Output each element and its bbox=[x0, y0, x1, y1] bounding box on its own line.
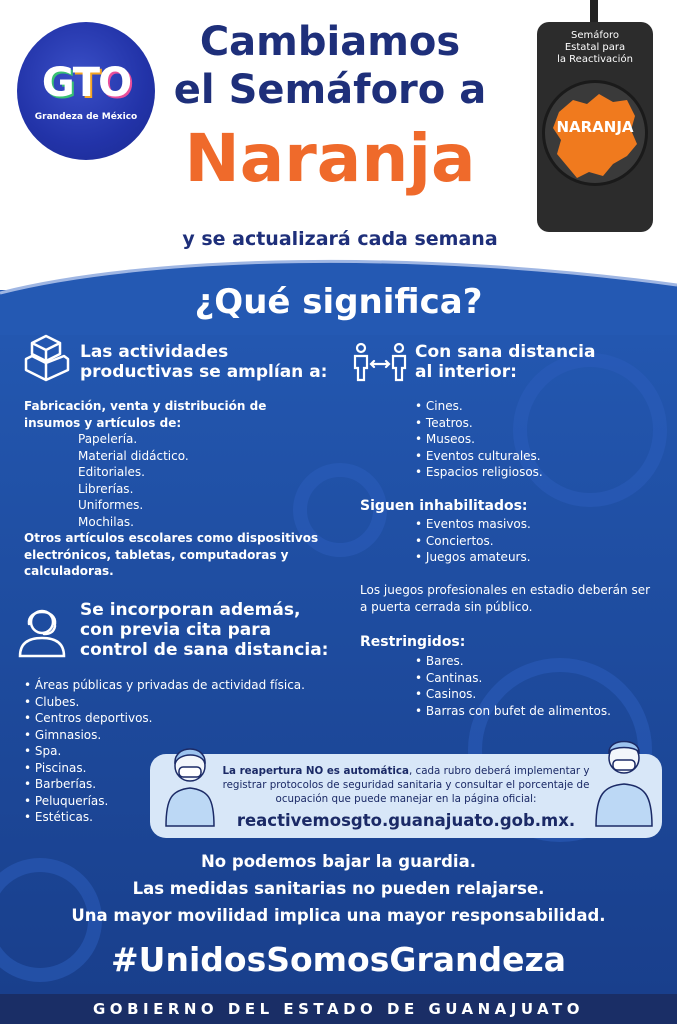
productive-intro: Fabricación, venta y distribución de insumos y artículos de: bbox=[24, 399, 267, 430]
list-item: • Bares. bbox=[415, 653, 665, 670]
disabled-note: Los juegos profesionales en estadio deberán ser a puerta cerrada sin público. bbox=[360, 583, 651, 614]
productive-body bbox=[24, 398, 324, 580]
semaforo-device bbox=[537, 22, 653, 232]
notice-body: , cada rubro deberá implementar y registrar protocolos de seguridad sanitaria y consultar el porcentaje de ocupación que puede manejar en la página oficial: bbox=[222, 765, 590, 805]
list-item: • Eventos masivos. bbox=[415, 516, 655, 533]
list-item: • Estéticas. bbox=[24, 809, 324, 826]
question-heading: ¿Qué significa? bbox=[194, 282, 483, 322]
list-item: • Juegos amateurs. bbox=[415, 549, 655, 566]
closing-line: Una mayor movilidad implica una mayor responsabilidad. bbox=[71, 906, 606, 925]
reopening-notice bbox=[150, 754, 662, 838]
list-item: • Casinos. bbox=[415, 686, 665, 703]
list-item: • Clubes. bbox=[24, 694, 324, 711]
semaforo-caption bbox=[537, 30, 653, 66]
list-item: • Spa. bbox=[24, 743, 324, 760]
title-subtitle: y se actualizará cada semana bbox=[182, 228, 498, 250]
semaforo-caption-line: la Reactivación bbox=[557, 54, 633, 65]
list-item: Mochilas. bbox=[78, 514, 134, 529]
semaforo-wire bbox=[590, 0, 598, 24]
list-item: • Teatros. bbox=[415, 415, 655, 432]
footer-government: GOBIERNO DEL ESTADO DE GUANAJUATO bbox=[0, 994, 677, 1024]
closing-line: No podemos bajar la guardia. bbox=[201, 852, 476, 871]
semaforo-status: NARANJA bbox=[556, 118, 634, 136]
list-item: • Conciertos. bbox=[415, 533, 655, 550]
social-distance-icon bbox=[352, 342, 408, 382]
list-item: • Piscinas. bbox=[24, 760, 324, 777]
list-item: • Cines. bbox=[415, 398, 655, 415]
logo-brand: GTO bbox=[41, 60, 131, 106]
appointment-heading bbox=[80, 600, 340, 660]
heading-line: Con sana distancia bbox=[415, 342, 596, 362]
list-item: • Peluquerías. bbox=[24, 793, 324, 810]
list-item: • Espacios religiosos. bbox=[415, 464, 655, 481]
list-item: • Áreas públicas y privadas de actividad física. bbox=[24, 677, 324, 694]
distance-list bbox=[415, 398, 655, 481]
heading-line: con previa cita para bbox=[80, 620, 272, 640]
list-item: • Barberías. bbox=[24, 776, 324, 793]
list-item: • Gimnasios. bbox=[24, 727, 324, 744]
list-item: • Centros deportivos. bbox=[24, 710, 324, 727]
list-item: • Barras con bufet de alimentos. bbox=[415, 703, 665, 720]
man-masked-icon bbox=[590, 728, 658, 828]
boxes-icon bbox=[20, 332, 72, 384]
disabled-list bbox=[415, 516, 655, 566]
heading-line: Se incorporan además, bbox=[80, 600, 301, 620]
title-line-2: el Semáforo a bbox=[173, 67, 487, 113]
list-item: Papelería. bbox=[78, 432, 138, 446]
list-item: Editoriales. bbox=[78, 465, 145, 479]
notice-bold: La reapertura NO es automática bbox=[222, 765, 409, 777]
headset-person-icon bbox=[14, 602, 70, 658]
list-item: • Museos. bbox=[415, 431, 655, 448]
productive-outro: Otros artículos escolares como dispositivos electrónicos, tabletas, computadoras y calculadoras. bbox=[24, 531, 319, 578]
disabled-heading: Siguen inhabilitados: bbox=[360, 498, 528, 514]
closing-message bbox=[0, 848, 677, 929]
closing-line: Las medidas sanitarias no pueden relajarse. bbox=[132, 879, 545, 898]
distance-heading bbox=[415, 342, 655, 382]
title-highlight: Naranja bbox=[184, 120, 476, 197]
title-line-1: Cambiamos bbox=[199, 19, 461, 65]
title-top bbox=[165, 18, 495, 114]
list-item: Librerías. bbox=[78, 481, 134, 496]
notice-text bbox=[216, 764, 596, 806]
restricted-list bbox=[415, 653, 665, 719]
list-item: • Cantinas. bbox=[415, 670, 665, 687]
restricted-heading: Restringidos: bbox=[360, 634, 466, 650]
official-url-link[interactable]: reactivemosgto.guanajuato.gob.mx. bbox=[236, 811, 576, 830]
heading-line: Las actividades bbox=[80, 342, 229, 362]
woman-masked-icon bbox=[158, 736, 222, 828]
semaforo-caption-line: Estatal para bbox=[564, 42, 626, 53]
heading-line: al interior: bbox=[415, 362, 517, 382]
gto-logo bbox=[17, 22, 155, 160]
heading-line: productivas se amplían a: bbox=[80, 362, 328, 382]
list-item: • Eventos culturales. bbox=[415, 448, 655, 465]
list-item: Material didáctico. bbox=[78, 448, 189, 463]
productive-heading bbox=[80, 342, 340, 382]
logo-tagline: Grandeza de México bbox=[34, 112, 138, 122]
list-item: Uniformes. bbox=[78, 498, 144, 512]
semaforo-caption-line: Semáforo bbox=[570, 30, 620, 41]
heading-line: control de sana distancia: bbox=[80, 640, 329, 660]
hashtag: #UnidosSomosGrandeza bbox=[111, 940, 566, 979]
